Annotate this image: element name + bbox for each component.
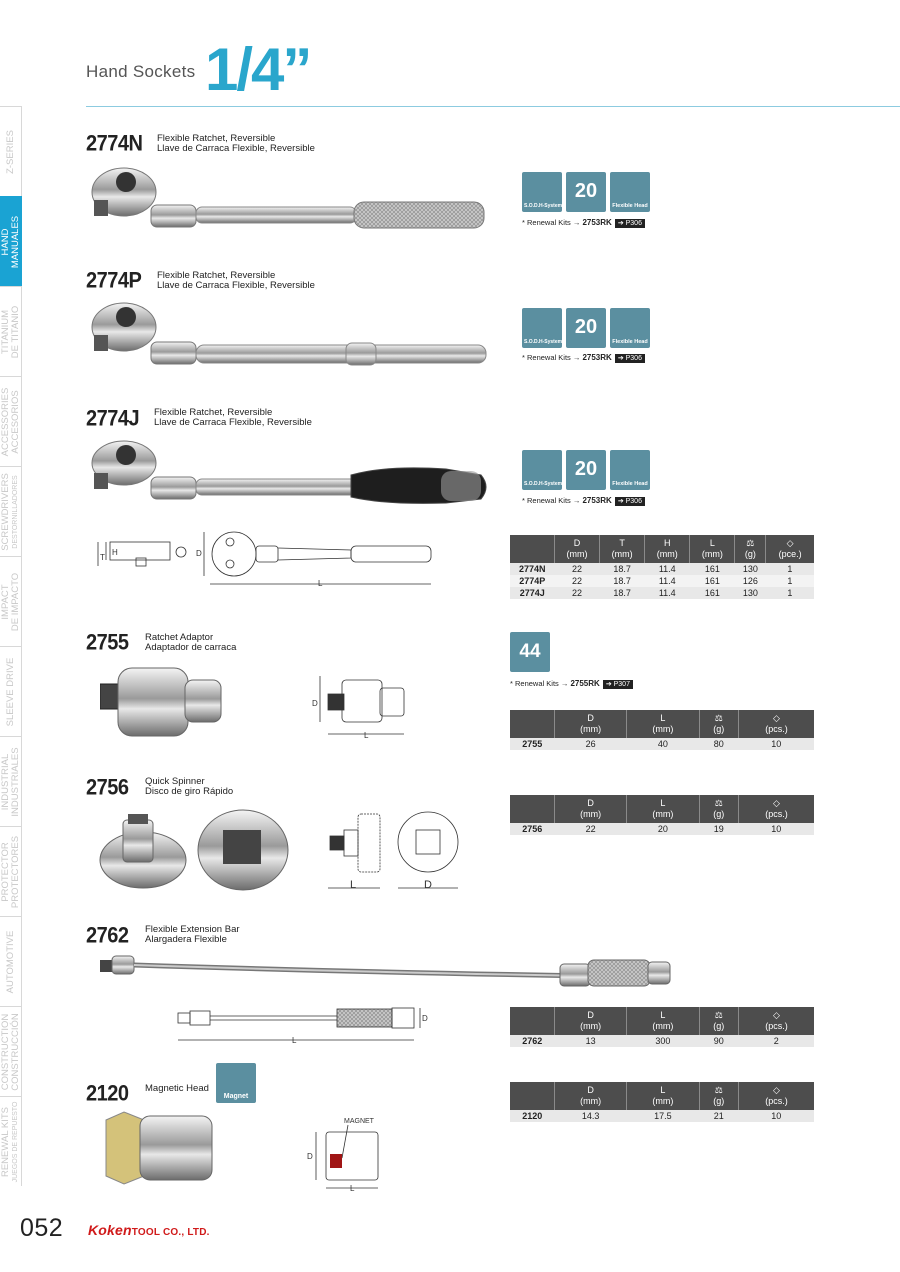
dim-l: L [350, 1184, 355, 1193]
value-cell: 130 [735, 563, 766, 575]
side-tab-11[interactable] [0, 1096, 22, 1186]
brand-suffix: TOOL CO., LTD. [131, 1227, 210, 1238]
side-tab-10[interactable] [0, 1006, 22, 1096]
table-row [510, 1035, 814, 1047]
side-tab-line: JUEGOS DE REPUESTO [11, 1101, 19, 1182]
value-cell: 1 [766, 563, 814, 575]
value-cell: 22 [555, 823, 627, 835]
product-desc-2774j [154, 408, 312, 428]
spec-table-2774 [510, 535, 814, 599]
value-cell: 11.4 [645, 587, 690, 599]
model-cell: 2774N [510, 563, 555, 575]
table-header-cell: L (mm) [627, 1082, 699, 1110]
renewal-label: * Renewal Kits [522, 218, 571, 227]
product-desc-2774n [157, 134, 315, 154]
desc-en: Magnetic Head [145, 1083, 209, 1094]
side-tab-line: TITANIUM [0, 309, 11, 354]
side-tab-line: PROTECTORES [9, 835, 21, 908]
model-cell: 2120 [510, 1110, 555, 1122]
side-tab-line: CONSTRUCTION [0, 1013, 11, 1090]
renewal-kit: 2753RK [582, 353, 612, 362]
product-code-2774j: 2774J [86, 406, 140, 432]
product-desc-2756 [145, 777, 233, 797]
model-cell: 2755 [510, 738, 555, 750]
side-tab-5[interactable] [0, 556, 22, 646]
table-row [510, 563, 814, 575]
side-tab-1[interactable] [0, 196, 22, 286]
side-tab-line: IMPACT [0, 583, 11, 620]
value-cell: 22 [555, 575, 600, 587]
table-row [510, 823, 814, 835]
page-ref-link[interactable]: ➔ P306 [615, 219, 645, 228]
value-cell: 40 [627, 738, 699, 750]
ratchet-photo-2774j [86, 435, 496, 510]
header-subtitle: Hand Sockets [86, 62, 196, 81]
value-cell: 1 [766, 575, 814, 587]
value-cell: 161 [690, 587, 735, 599]
value-cell: 18.7 [600, 575, 645, 587]
value-cell: 14.3 [555, 1110, 627, 1122]
product-desc-2774p [157, 271, 315, 291]
table-header-cell: ⚖ (g) [699, 1007, 738, 1035]
dim-d: D [424, 879, 432, 891]
table-header-cell: L (mm) [627, 1007, 699, 1035]
table-header-cell: ⚖ (g) [699, 795, 738, 823]
dim-d: D [196, 549, 202, 558]
table-header-cell: ⚖ (g) [699, 710, 738, 738]
dim-l: L [292, 1036, 297, 1045]
table-header-cell [510, 535, 555, 563]
value-cell: 22 [555, 587, 600, 599]
value-cell: 18.7 [600, 563, 645, 575]
side-tab-label [6, 130, 16, 174]
table-header-row [510, 535, 814, 563]
renewal-label: * Renewal Kits [522, 353, 571, 362]
renewal-kit-note: * Renewal Kits → 2753RK ➔ P306 [522, 218, 645, 228]
table-header-cell: ⚖ (g) [735, 535, 766, 563]
side-tab-line: MANUALES [9, 215, 21, 268]
table-header-cell [510, 795, 555, 823]
renewal-kit-note: * Renewal Kits → 2755RK ➔ P307 [510, 679, 633, 689]
product-code-2774n: 2774N [86, 131, 143, 157]
side-tab-9[interactable] [0, 916, 22, 1006]
side-tab-line: Z-SERIES [4, 129, 16, 174]
table-header-cell: D (mm) [555, 710, 627, 738]
renewal-kit: 2753RK [582, 218, 612, 227]
side-tab-line: AUTOMOTIVE [4, 930, 16, 993]
side-tab-4[interactable] [0, 466, 22, 556]
side-tab-line: PROTECTOR [0, 841, 11, 902]
desc-es: Adaptador de carraca [145, 642, 237, 653]
product-code-2762: 2762 [86, 923, 129, 949]
table-header-cell: ◇ (pcs.) [738, 795, 814, 823]
value-cell: 10 [738, 823, 814, 835]
ratchet-adaptor-drawing [306, 672, 416, 742]
page-ref-link[interactable]: ➔ P306 [615, 354, 645, 363]
value-cell: 10 [738, 1110, 814, 1122]
side-tab-3[interactable] [0, 376, 22, 466]
desc-en: Flexible Ratchet, Reversible [154, 407, 273, 418]
desc-en: Quick Spinner [145, 776, 205, 787]
side-tab-line: INDUSTRIAL [0, 753, 11, 810]
table-header-cell [510, 710, 555, 738]
table-header-row [510, 1007, 814, 1035]
flexible-head-label: Flexible Head [612, 339, 648, 345]
dim-h: H [112, 548, 118, 557]
ratchet-photo-2774p [86, 297, 496, 382]
renewal-label: * Renewal Kits [522, 496, 571, 505]
table-row [510, 587, 814, 599]
table-header-cell [510, 1082, 555, 1110]
header-size: 1/4” [205, 36, 311, 103]
value-cell: 1 [766, 587, 814, 599]
table-header-cell: ◇ (pcs.) [738, 1082, 814, 1110]
table-header-cell: ◇ (pce.) [766, 535, 814, 563]
spec-table-2120 [510, 1082, 814, 1122]
value-cell: 126 [735, 575, 766, 587]
brand-logo [88, 1222, 210, 1238]
side-tab-label [6, 930, 16, 993]
value-cell: 80 [699, 738, 738, 750]
side-tab-line: DE TITANIO [9, 305, 21, 358]
side-tab-line: ACCESORIOS [9, 389, 21, 454]
side-tab-8[interactable] [0, 826, 22, 916]
product-code-2774p: 2774P [86, 268, 142, 294]
teeth-44-label: 44 [519, 641, 541, 662]
flexible-extension-drawing [172, 1003, 442, 1045]
desc-es: Alargadera Flexible [145, 934, 227, 945]
table-header-row [510, 1082, 814, 1110]
side-tab-line: INDUSTRIALES [9, 746, 21, 817]
model-cell: 2774P [510, 575, 555, 587]
value-cell: 161 [690, 563, 735, 575]
model-cell: 2756 [510, 823, 555, 835]
side-tab-line: RENEWAL KITS [0, 1106, 11, 1177]
table-header-cell: D (mm) [555, 795, 627, 823]
product-code-2120: 2120 [86, 1081, 129, 1107]
desc-en: Flexible Ratchet, Reversible [157, 133, 276, 144]
value-cell: 11.4 [645, 563, 690, 575]
spec-table-2755 [510, 710, 814, 750]
value-cell: 90 [699, 1035, 738, 1047]
dim-l: L [350, 879, 357, 891]
value-cell: 13 [555, 1035, 627, 1047]
product-code-2756: 2756 [86, 775, 129, 801]
teeth-20-label: 20 [574, 316, 598, 338]
sodh-label: S.O.D.H-System [524, 481, 563, 487]
table-header-cell: L (mm) [627, 795, 699, 823]
spec-table-2762 [510, 1007, 814, 1047]
side-tab-label [1, 473, 21, 551]
side-tab-7[interactable] [0, 736, 22, 826]
side-tab-label [1, 572, 21, 630]
product-desc-2762 [145, 925, 240, 945]
value-cell: 130 [735, 587, 766, 599]
spec-table-2756 [510, 795, 814, 835]
dim-t: T [100, 553, 105, 562]
table-header-cell: H (mm) [645, 535, 690, 563]
table-header-cell: L (mm) [690, 535, 735, 563]
renewal-kit-note: * Renewal Kits → 2753RK ➔ P306 [522, 353, 645, 363]
teeth-20-label: 20 [574, 180, 598, 202]
side-tab-line: CONSTRUCCIÓN [9, 1012, 21, 1091]
value-cell: 18.7 [600, 587, 645, 599]
table-header-cell: L (mm) [627, 710, 699, 738]
value-cell: 19 [699, 823, 738, 835]
magnet-label: Magnet [223, 1093, 249, 1100]
quick-spinner-drawing [322, 808, 462, 894]
side-tab-label [1, 747, 21, 816]
magnetic-head-drawing [302, 1114, 412, 1196]
value-cell: 300 [627, 1035, 699, 1047]
flexible-head-label: Flexible Head [612, 203, 648, 209]
table-header-cell: D (mm) [555, 535, 600, 563]
quick-spinner-photo [98, 802, 298, 894]
desc-es: Llave de Carraca Flexible, Reversible [157, 143, 315, 154]
dim-d: D [312, 699, 318, 708]
dim-d: D [307, 1152, 313, 1161]
flexible-head-label: Flexible Head [612, 481, 648, 487]
desc-es: Llave de Carraca Flexible, Reversible [154, 417, 312, 428]
side-tab-label [1, 305, 21, 357]
product-desc-2120 [145, 1084, 209, 1094]
table-header-cell [510, 1007, 555, 1035]
dim-d: D [422, 1014, 428, 1023]
flexible-extension-photo [100, 954, 680, 990]
value-cell: 20 [627, 823, 699, 835]
table-header-row [510, 795, 814, 823]
table-header-cell: D (mm) [555, 1082, 627, 1110]
table-row [510, 575, 814, 587]
value-cell: 17.5 [627, 1110, 699, 1122]
table-header-cell: T (mm) [600, 535, 645, 563]
side-tab-line: SCREWDRIVERS [0, 472, 11, 551]
side-tab-label [1, 1101, 21, 1182]
magnet-callout: MAGNET [344, 1118, 374, 1125]
side-tab-line: ACCESSORIES [0, 387, 11, 456]
side-tab-label [1, 1013, 21, 1091]
renewal-kit: 2755RK [570, 679, 600, 688]
table-header-cell: ◇ (pcs.) [738, 710, 814, 738]
value-cell: 161 [690, 575, 735, 587]
value-cell: 2 [738, 1035, 814, 1047]
model-cell: 2774J [510, 587, 555, 599]
side-tab-0[interactable] [0, 106, 22, 196]
side-tab-line: DESTORNILLADORES [11, 474, 19, 549]
ratchet-photo-2774n [86, 160, 496, 245]
side-tab-line: HAND [0, 228, 11, 255]
side-tab-label [1, 387, 21, 456]
ratchet-dimension-drawing [96, 528, 436, 588]
renewal-label: * Renewal Kits [510, 679, 559, 688]
model-cell: 2762 [510, 1035, 555, 1047]
renewal-kit: 2753RK [582, 496, 612, 505]
page-ref-link[interactable]: ➔ P306 [615, 497, 645, 506]
desc-en: Ratchet Adaptor [145, 632, 214, 643]
page-number: 052 [20, 1214, 64, 1242]
side-tab-2[interactable] [0, 286, 22, 376]
side-tab-6[interactable] [0, 646, 22, 736]
side-tab-line: DE IMPACTO [9, 572, 21, 631]
side-tab-label [1, 215, 21, 267]
desc-es: Llave de Carraca Flexible, Reversible [157, 280, 315, 291]
side-tab-line: SLEEVE DRIVE [4, 657, 16, 726]
value-cell: 26 [555, 738, 627, 750]
product-desc-2755 [145, 633, 236, 653]
table-row [510, 1110, 814, 1122]
value-cell: 22 [555, 563, 600, 575]
value-cell: 11.4 [645, 575, 690, 587]
side-tab-label [6, 657, 16, 726]
desc-en: Flexible Extension Bar [145, 924, 240, 935]
brand-name: Koken [88, 1222, 132, 1238]
table-row [510, 738, 814, 750]
magnetic-head-photo [100, 1110, 220, 1186]
page-ref-link[interactable]: ➔ P307 [603, 680, 633, 689]
product-code-2755: 2755 [86, 630, 129, 656]
sodh-label: S.O.D.H-System [524, 339, 563, 345]
desc-es: Disco de giro Rápido [145, 786, 234, 797]
table-header-cell: D (mm) [555, 1007, 627, 1035]
renewal-kit-note: * Renewal Kits → 2753RK ➔ P306 [522, 496, 645, 506]
teeth-20-label: 20 [574, 458, 598, 480]
dim-l: L [364, 731, 369, 740]
side-tab-label [1, 835, 21, 907]
header-rule [86, 106, 900, 107]
table-header-cell: ◇ (pcs.) [738, 1007, 814, 1035]
value-cell: 21 [699, 1110, 738, 1122]
sodh-label: S.O.D.H-System [524, 203, 563, 209]
table-header-row [510, 710, 814, 738]
ratchet-adaptor-photo [100, 662, 230, 742]
value-cell: 10 [738, 738, 814, 750]
desc-en: Flexible Ratchet, Reversible [157, 270, 276, 281]
table-header-cell: ⚖ (g) [699, 1082, 738, 1110]
dim-l: L [318, 579, 323, 588]
